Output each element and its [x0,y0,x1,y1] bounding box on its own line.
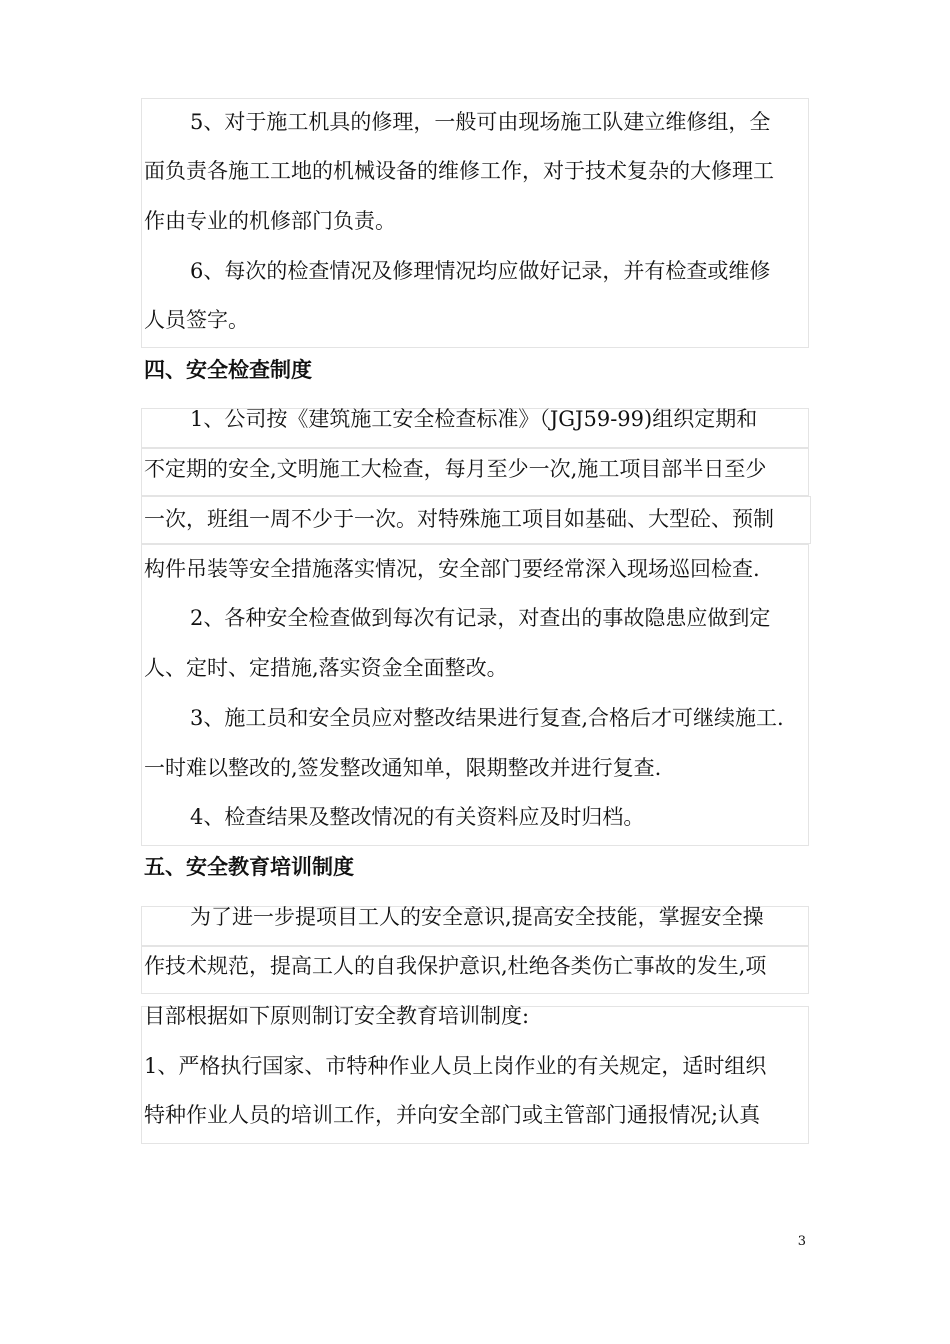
page-number: 3 [797,1234,806,1249]
scan-frame [141,544,809,846]
paragraph-line: 人、定时、定措施,落实资金全面整改。 [144,656,508,680]
paragraph-line: 6、每次的检查情况及修理情况均应做好记录，并有检查或维修 [190,259,771,283]
paragraph-line: 构件吊装等安全措施落实情况，安全部门要经常深入现场巡回检查. [144,557,760,581]
paragraph-line: 3、施工员和安全员应对整改结果进行复查,合格后才可继续施工. [190,706,784,730]
paragraph-line: 4、检查结果及整改情况的有关资料应及时归档。 [190,805,645,829]
paragraph-line: 面负责各施工工地的机械设备的维修工作，对于技术复杂的大修理工 [144,159,774,183]
paragraph-line: 作由专业的机修部门负责。 [144,209,396,233]
paragraph-line: 一次，班组一周不少于一次。对特殊施工项目如基础、大型砼、预制 [144,507,774,531]
paragraph-line: 特种作业人员的培训工作，并向安全部门或主管部门通报情况;认真 [144,1103,761,1127]
paragraph-line: 目部根据如下原则制订安全教育培训制度: [144,1004,530,1028]
paragraph-line: 为了进一步提项目工人的安全意识,提高安全技能，掌握安全操 [190,905,764,929]
paragraph-line: 作技术规范，提高工人的自我保护意识,杜绝各类伤亡事故的发生,项 [144,954,767,978]
paragraph-line: 5、对于施工机具的修理，一般可由现场施工队建立维修组，全 [190,110,771,134]
paragraph-line: 人员签字。 [144,308,249,332]
paragraph-line: 2、各种安全检查做到每次有记录，对查出的事故隐患应做到定 [190,606,771,630]
paragraph-line: 不定期的安全,文明施工大检查，每月至少一次,施工项目部半日至少 [144,457,767,481]
paragraph-line: 1、公司按《建筑施工安全检查标准》（JGJ59-99)组织定期和 [190,407,758,431]
section-heading: 五、安全教育培训制度 [144,855,354,879]
paragraph-line: 一时难以整改的,签发整改通知单，限期整改并进行复查. [144,756,662,780]
section-heading: 四、安全检查制度 [144,358,312,382]
paragraph-line: 1、严格执行国家、市特种作业人员上岗作业的有关规定，适时组织 [144,1054,767,1078]
